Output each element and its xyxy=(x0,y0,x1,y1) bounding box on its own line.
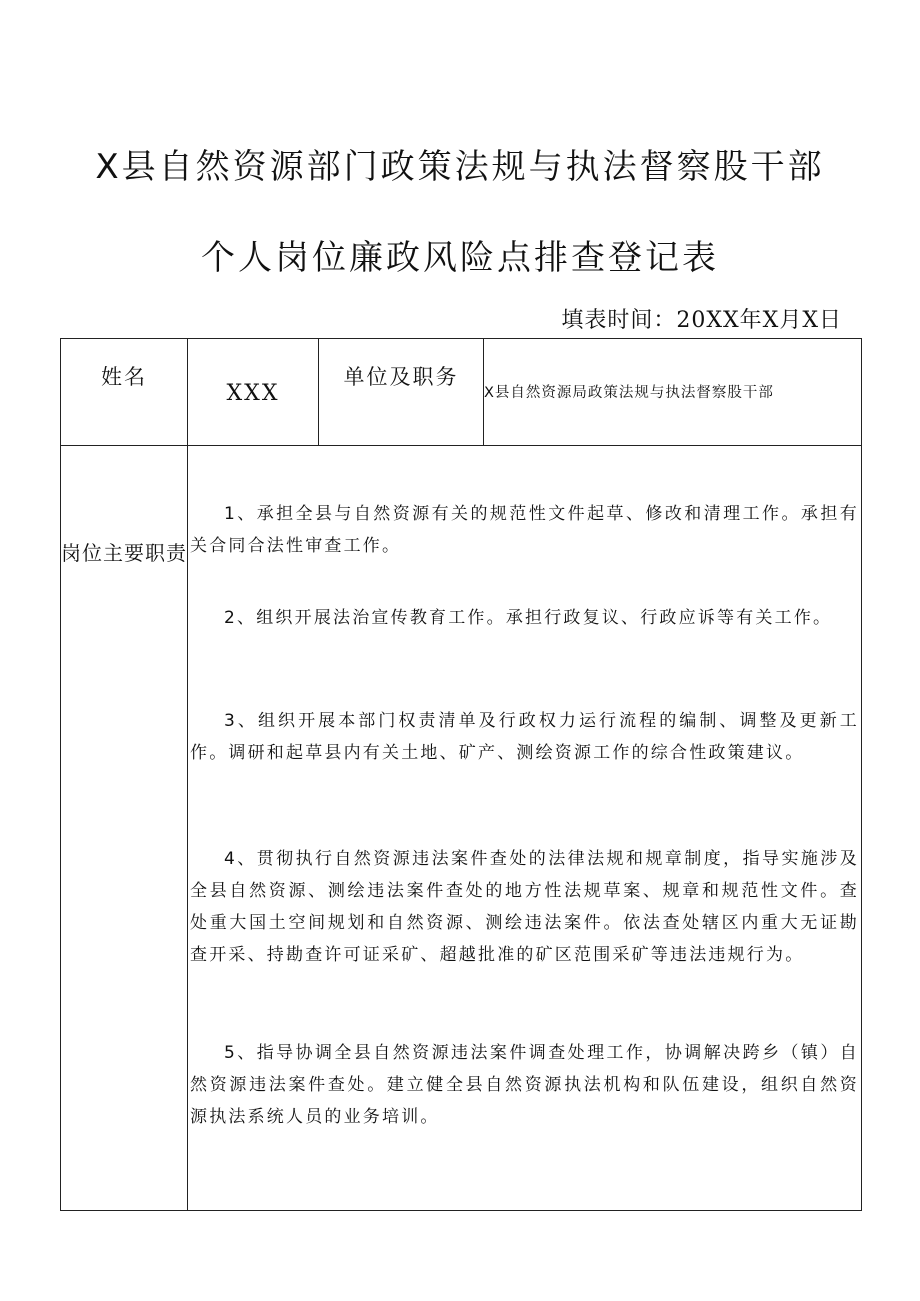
duty-item: 4、贯彻执行自然资源违法案件查处的法律法规和规章制度，指导实施涉及全县自然资源、测绘违法案件查处的地方性法规草案、规章和规范性文件。查处重大国土空间规划和自然资源、测绘违法案件。依法查处辖区内重大无证勘查开采、持勘查许可证采矿、超越批准的矿区范围采矿等违法违规行为。 xyxy=(190,849,859,965)
duty-item: 3、组织开展本部门权责清单及行政权力运行流程的编制、调整及更新工作。调研和起草县内有关土地、矿产、测绘资源工作的综合性政策建议。 xyxy=(190,711,859,763)
duty-item: 2、组织开展法治宣传教育工作。承担行政复议、行政应诉等有关工作。 xyxy=(224,608,833,628)
unit-value: X县自然资源局政策法规与执法督察股干部 xyxy=(484,339,862,446)
unit-label: 单位及职务 xyxy=(319,339,484,446)
table-row xyxy=(61,446,862,1211)
duties-cell xyxy=(188,446,862,1211)
table-row xyxy=(61,339,862,446)
registration-table xyxy=(60,338,862,1211)
name-value: XXX xyxy=(188,339,319,446)
duty-item: 1、承担全县与自然资源有关的规范性文件起草、修改和清理工作。承担有关合同合法性审查工作。 xyxy=(190,504,859,556)
document-title-line-2: 个人岗位廉政风险点排查登记表 xyxy=(201,238,719,278)
name-label: 姓名 xyxy=(61,339,188,446)
fill-date: 填表时间：20XX年X月X日 xyxy=(561,308,842,333)
duty-item: 5、指导协调全县自然资源违法案件调查处理工作，协调解决跨乡（镇）自然资源违法案件查处。建立健全县自然资源执法机构和队伍建设，组织自然资源执法系统人员的业务培训。 xyxy=(190,1043,859,1127)
document-title-line-1: X县自然资源部门政策法规与执法督察股干部 xyxy=(95,147,825,187)
duties-label: 岗位主要职责 xyxy=(61,446,188,1211)
